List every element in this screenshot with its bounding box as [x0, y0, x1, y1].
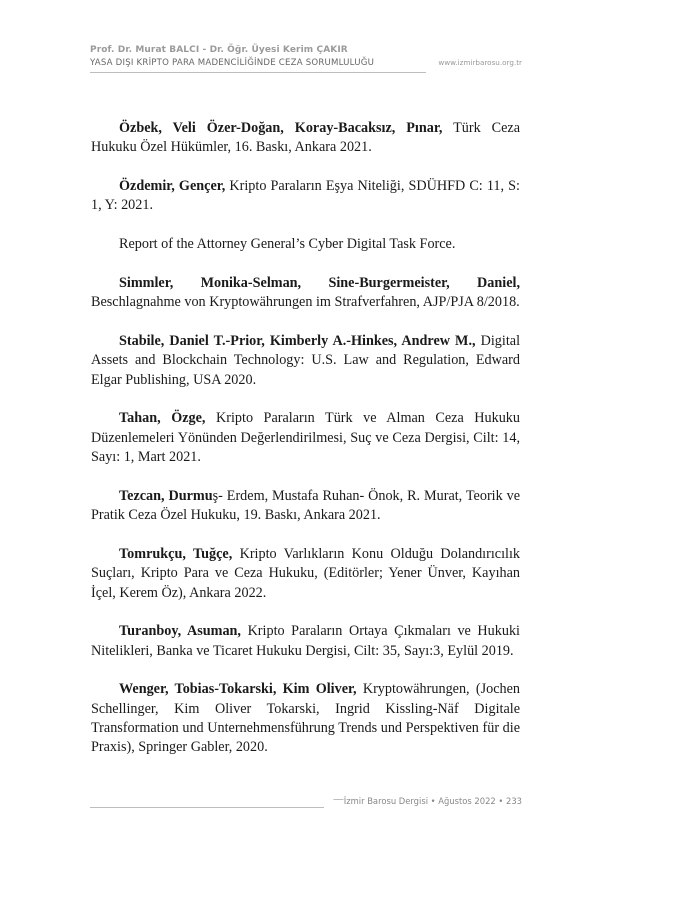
reference-text: Kripto Paraların Ortaya Çıkmaları ve Hukuki Nitelikleri, Banka ve Ticaret Hukuku Dergisi, Cilt: 35, Sayı:3, Eylül 2019. [91, 623, 520, 659]
reference-text: Kryptowährungen, (Jochen Schellinger, Kim Oliver Tokarski, Ingrid Kissling-Näf Digitale Transformation und Unternehmensführung Trends und Perspektiven für die Praxis), Springer Gabler, 2020. [91, 681, 520, 756]
footer-journal: İzmir Barosu Dergisi • Ağustos 2022 • 233 [343, 796, 522, 806]
reference-list [91, 119, 520, 758]
reference-entry [91, 487, 520, 526]
reference-entry [91, 680, 520, 757]
reference-text: Kripto Varlıkların Konu Olduğu Dolandırıcılık Suçları, Kripto Para ve Ceza Hukuku, (Editörler; Yener Ünver, Kayıhan İçel, Kerem Öz), Ankara 2022. [91, 545, 520, 601]
header-url[interactable]: www.izmirbarosu.org.tr [438, 58, 522, 67]
reference-author: Tezcan, Durmu [119, 487, 213, 504]
reference-text: Kripto Paraların Eşya Niteliği, SDÜHFD C: 11, S: 1, Y: 2021. [91, 178, 520, 214]
footer-divider [90, 807, 324, 808]
footer-divider-bend [324, 799, 344, 809]
reference-author: Stabile, Daniel T.-Prior, Kimberly A.-Hinkes, Andrew M., [119, 333, 476, 350]
reference-text: Report of the Attorney General’s Cyber Digital Task Force. [119, 236, 456, 253]
reference-text: Digital Assets and Blockchain Technology: U.S. Law and Regulation, Edward Elgar Publishing, USA 2020. [91, 333, 521, 388]
reference-author: Wenger, Tobias-Tokarski, Kim Oliver, [119, 681, 357, 698]
reference-author: Özdemir, Gençer, [119, 178, 226, 195]
reference-entry [91, 177, 520, 216]
reference-entry [91, 332, 520, 390]
reference-author: Tahan, Özge, [119, 410, 206, 427]
reference-author: Tomrukçu, Tuğçe, [119, 545, 233, 562]
reference-author: Simmler, Monika-Selman, Sine-Burgermeister, Daniel, [119, 274, 520, 291]
header-title-row [90, 56, 522, 70]
header-title: YASA DIŞI KRİPTO PARA MADENCİLİĞİNDE CEZA SORUMLULUĞU [90, 58, 375, 68]
header-divider [90, 72, 426, 73]
reference-text: Beschlagnahme von Kryptowährungen im Strafverfahren, AJP/PJA 8/2018. [91, 294, 520, 311]
reference-entry [91, 235, 520, 254]
page-header [90, 44, 522, 73]
reference-entry [91, 545, 520, 603]
reference-text: ş- Erdem, Mustafa Ruhan- Önok, R. Murat, Teorik ve Pratik Ceza Özel Hukuku, 19. Baskı, Ankara 2021. [91, 487, 520, 524]
reference-entry [91, 119, 520, 158]
reference-author: Turanboy, Asuman, [119, 623, 241, 640]
reference-entry [91, 274, 520, 313]
reference-text: Türk Ceza Hukuku Özel Hükümler, 16. Baskı, Ankara 2021. [91, 120, 520, 156]
reference-entry [91, 622, 520, 661]
reference-text: Kripto Paraların Türk ve Alman Ceza Hukuku Düzenlemeleri Yönünden Değerlendirilmesi, Suç ve Ceza Dergisi, Cilt: 14, Sayı: 1, Mart 2021. [91, 410, 520, 466]
reference-entry [91, 409, 520, 467]
reference-author: Özbek, Veli Özer-Doğan, Koray-Bacaksız, Pınar, [119, 120, 443, 136]
header-authors: Prof. Dr. Murat BALCI - Dr. Öğr. Üyesi Kerim ÇAKIR [90, 45, 348, 55]
